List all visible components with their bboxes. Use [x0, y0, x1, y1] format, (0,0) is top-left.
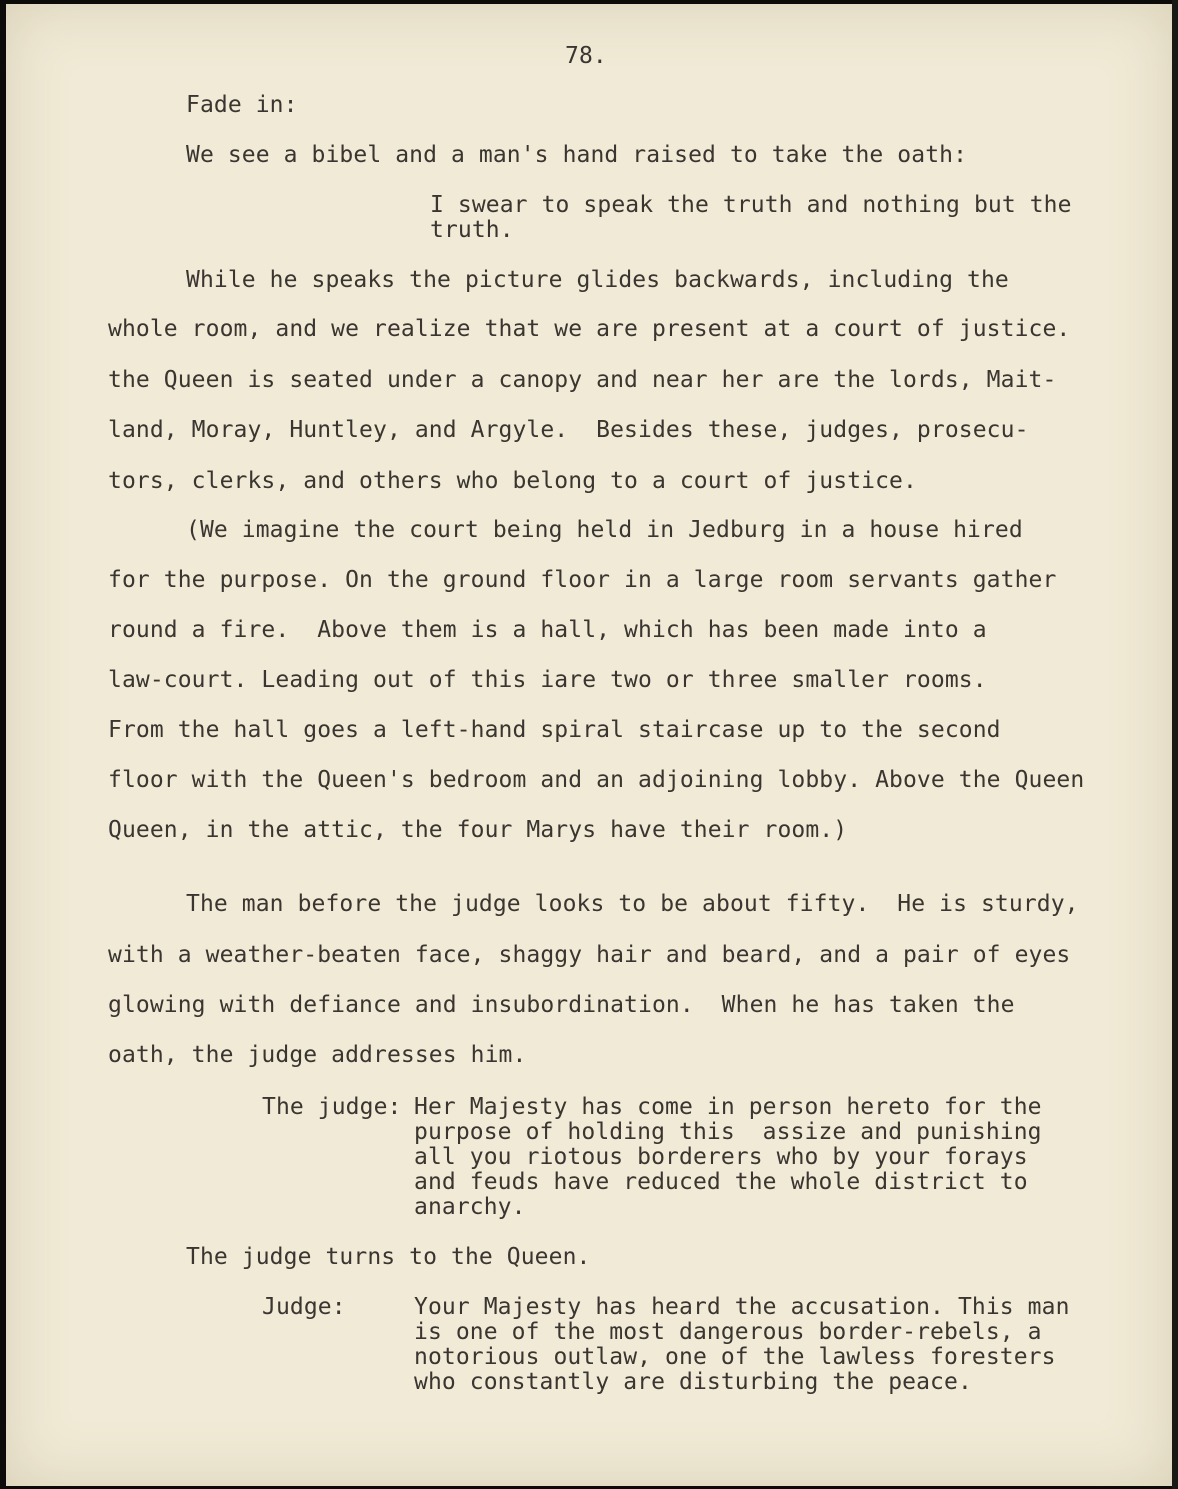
paragraph-line: tors, clerks, and others who belong to a court of justice.: [108, 468, 917, 494]
paragraph-line: (We imagine the court being held in Jedburg in a house hired: [186, 517, 1023, 543]
paragraph-line: whole room, and we realize that we are present at a court of justice.: [108, 316, 1071, 342]
speaker-label: Judge:: [262, 1294, 346, 1320]
paragraph-line: The man before the judge looks to be about fifty. He is sturdy,: [186, 891, 1079, 917]
paragraph-line: glowing with defiance and insubordination. When he has taken the: [108, 992, 1015, 1018]
page-number: 78.: [565, 43, 607, 69]
paragraph-line: round a fire. Above them is a hall, which has been made into a: [108, 617, 987, 643]
paragraph-line: oath, the judge addresses him.: [108, 1042, 527, 1068]
page-edge: [1172, 0, 1178, 1489]
paragraph-line: From the hall goes a left-hand spiral staircase up to the second: [108, 717, 1001, 743]
dialogue-text: Her Majesty has come in person hereto for the purpose of holding this assize and punishing all you riotous borderers who by your forays and feuds have reduced the whole district to anarchy.: [414, 1094, 1042, 1220]
dialogue-text: Your Majesty has heard the accusation. This man is one of the most dangerous border-rebels, a notorious outlaw, one of the lawless foresters who constantly are disturbing the peace.: [414, 1294, 1070, 1395]
action-line: We see a bibel and a man's hand raised to take the oath:: [186, 142, 968, 168]
paragraph-line: the Queen is seated under a canopy and near her are the lords, Mait-: [108, 367, 1057, 393]
oath-quote: I swear to speak the truth and nothing but the truth.: [430, 192, 1072, 243]
paragraph-line: with a weather-beaten face, shaggy hair and beard, and a pair of eyes: [108, 942, 1071, 968]
paragraph-line: While he speaks the picture glides backwards, including the: [186, 267, 1009, 293]
paragraph-line: land, Moray, Huntley, and Argyle. Besides these, judges, prosecu-: [108, 417, 1029, 443]
paragraph-line: law-court. Leading out of this iare two or three smaller rooms.: [108, 667, 987, 693]
paragraph-line: Queen, in the attic, the four Marys have their room.): [108, 817, 848, 843]
paragraph-line: for the purpose. On the ground floor in a large room servants gather: [108, 567, 1057, 593]
speaker-label: The judge:: [262, 1094, 402, 1120]
paragraph-line: floor with the Queen's bedroom and an adjoining lobby. Above the Queen: [108, 768, 1085, 793]
action-line: The judge turns to the Queen.: [186, 1244, 591, 1270]
scene-heading: Fade in:: [186, 92, 298, 118]
